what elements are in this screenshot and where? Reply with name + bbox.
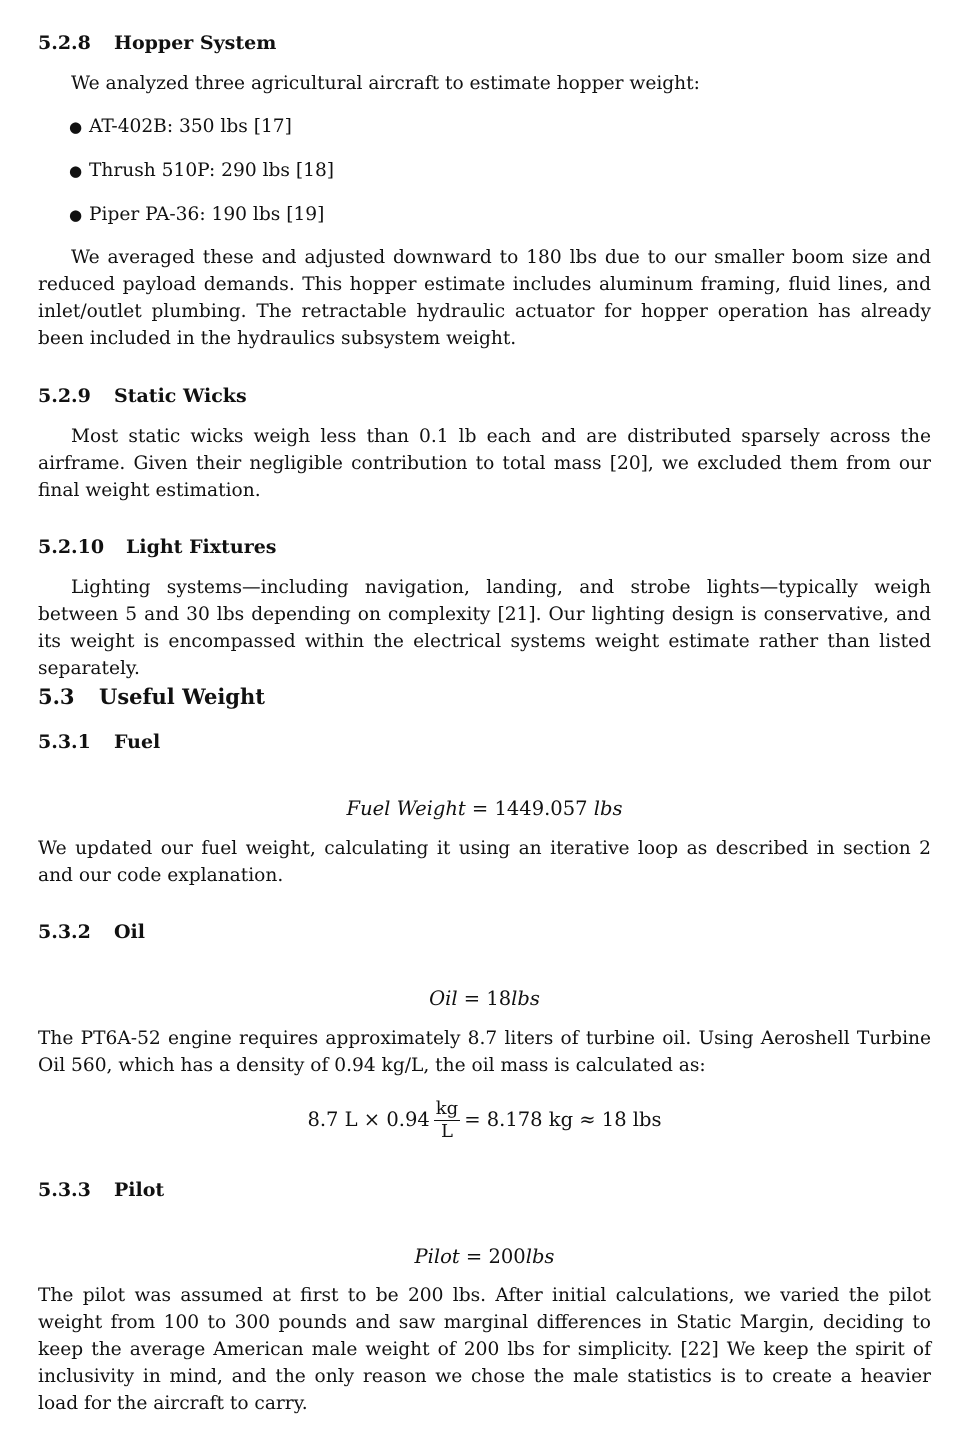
paragraph-static-wicks: Most static wicks weigh less than 0.1 lb each and are distributed sparsely across the airframe. Given their negligible contribution to total mass [20], we excluded them from our final weight estimation. [38, 426, 931, 501]
paragraph-hopper-body: We averaged these and adjusted downward to 180 lbs due to our smaller boom size and reduced payload demands. This hopper estimate includes aluminum framing, fluid lines, and inlet/outlet plumbing. The retractable hydraulic actuator for hopper operation has already been included in the hydraulics subsystem weight. [38, 247, 931, 349]
section-number: 5.3 [38, 684, 75, 709]
section-heading-fuel [38, 730, 160, 754]
equation-pilot-weight: Pilot = 200lbs [414, 1245, 555, 1268]
section-title: Useful Weight [99, 684, 265, 709]
section-title: Fuel [114, 731, 161, 753]
section-heading-useful-weight [38, 685, 265, 709]
section-number: 5.3.3 [38, 1179, 91, 1201]
bullet-icon: ● [69, 118, 83, 136]
paragraph-pilot: The pilot was assumed at first to be 200 lbs. After initial calculations, we varied the pilot weight from 100 to 300 pounds and saw marginal differences in Static Margin, deciding to keep the average American male weight of 200 lbs for simplicity. [22] We keep the spirit of inclusivity in mind, and the only reason we chose the male statistics is to create a heavier load for the aircraft to carry. [38, 1285, 931, 1414]
paragraph-light-fixtures: Lighting systems—including navigation, landing, and strobe lights—typically weigh between 5 and 30 lbs depending on complexity [21]. Our lighting design is conservative, and its weight is encompassed within the electrical systems weight estimate rather than listed separately. [38, 577, 931, 679]
bullet-icon: ● [69, 206, 83, 224]
paragraph-fuel: We updated our fuel weight, calculating it using an iterative loop as described in section 2 and our code explanation. [38, 838, 931, 886]
paragraph-hopper-intro: We analyzed three agricultural aircraft to estimate hopper weight: [71, 73, 700, 94]
section-number: 5.2.9 [38, 385, 91, 407]
equation-fuel-weight: Fuel Weight = 1449.057 lbs [346, 797, 623, 820]
list-item: ● Piper PA-36: 190 lbs [19] [69, 204, 325, 225]
section-title: Hopper System [114, 32, 277, 54]
section-title: Static Wicks [114, 385, 247, 407]
section-title: Light Fixtures [126, 536, 277, 558]
section-number: 5.3.1 [38, 731, 91, 753]
paragraph-oil: The PT6A-52 engine requires approximately 8.7 liters of turbine oil. Using Aeroshell Turbine Oil 560, which has a density of 0.94 kg/L, the oil mass is calculated as: [38, 1028, 931, 1076]
section-heading-light-fixtures [38, 535, 277, 559]
section-heading-static-wicks [38, 384, 247, 408]
equation-oil-mass-calculation: 8.7 L × 0.94 $\frac{kg}{L}$ = 8.178 kg ≈ 18 lbs [307, 1098, 662, 1142]
section-number: 5.2.8 [38, 32, 91, 54]
list-item: ● AT-402B: 350 lbs [17] [69, 116, 292, 137]
section-heading-hopper-system [38, 31, 276, 55]
fraction: $\frac{kg}{L}$ [435, 1098, 459, 1142]
section-number: 5.2.10 [38, 536, 105, 558]
equation-oil-weight: Oil = 18lbs [429, 987, 540, 1010]
section-title: Pilot [114, 1179, 165, 1201]
list-item: ● Thrush 510P: 290 lbs [18] [69, 160, 335, 181]
section-number: 5.3.2 [38, 921, 91, 943]
section-heading-pilot [38, 1178, 164, 1202]
section-heading-oil [38, 920, 145, 944]
section-title: Oil [114, 921, 145, 943]
bullet-icon: ● [69, 162, 83, 180]
